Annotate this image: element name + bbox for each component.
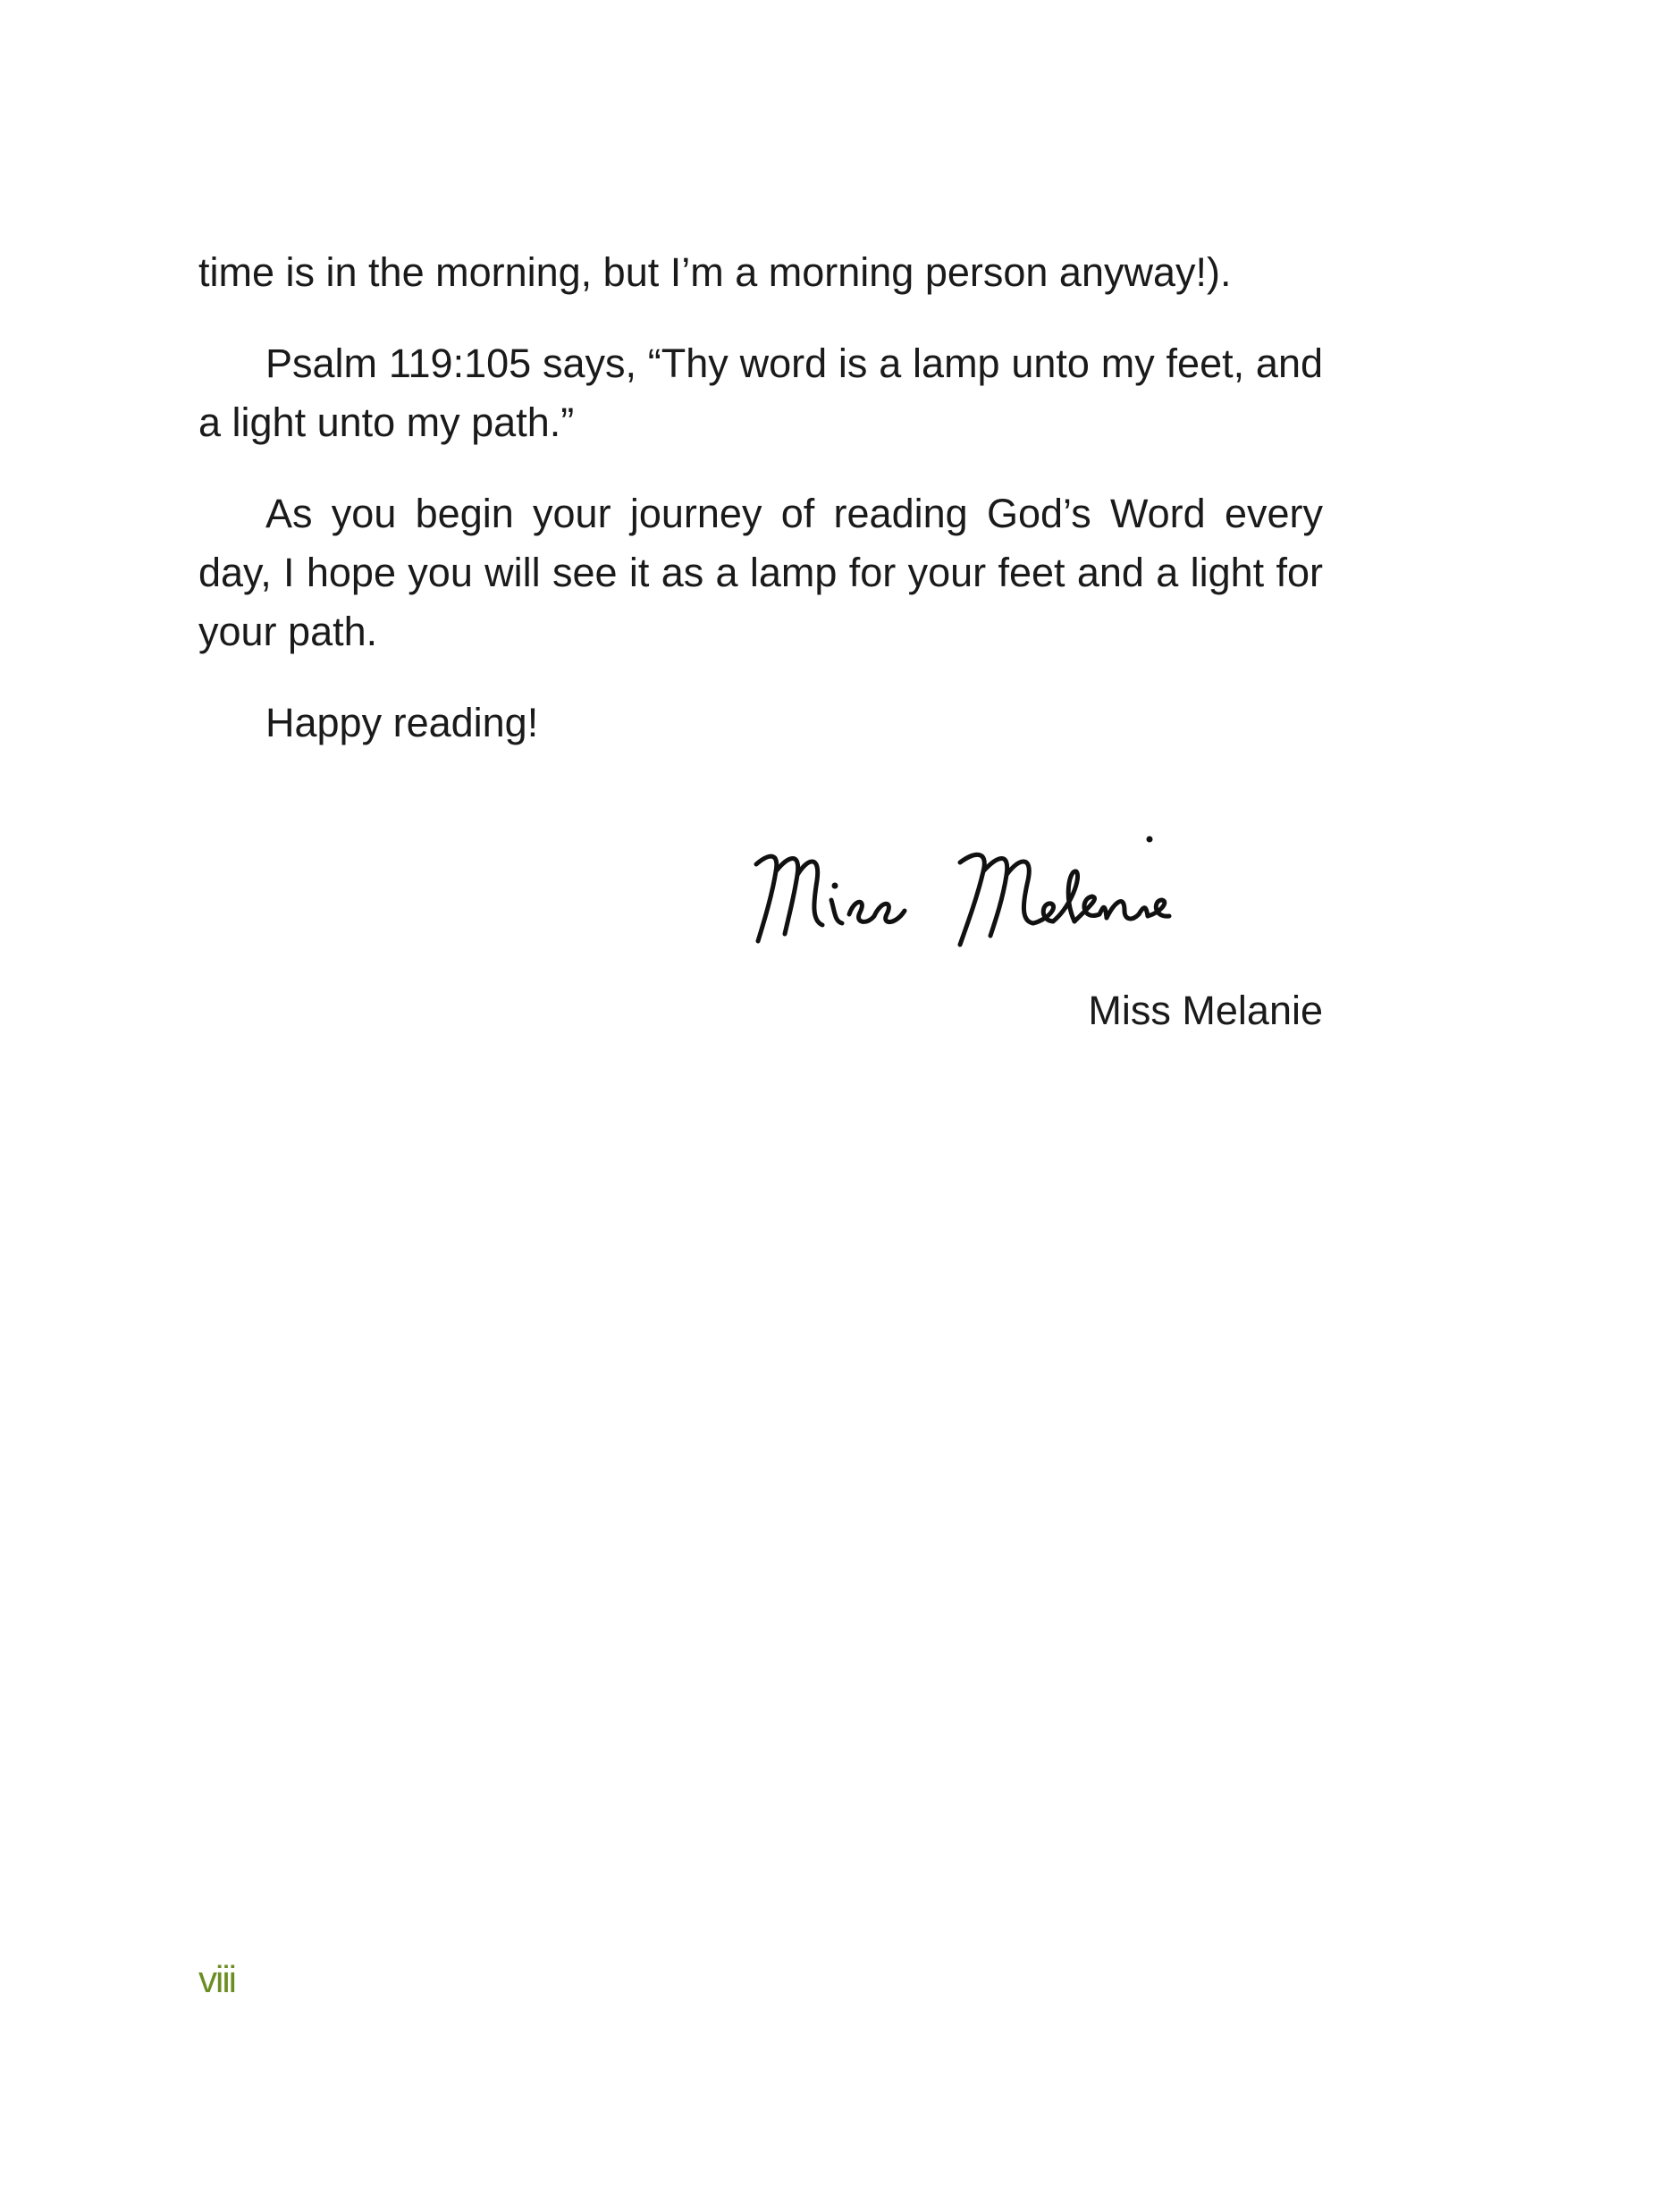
paragraph-continuation: time is in the morning, but I’m a morning person anyway!). <box>198 249 1232 295</box>
page-number: viii <box>198 1958 235 2000</box>
paragraph-psalm-quote: Psalm 119:105 says, “Thy word is a lamp unto my feet, and a light unto my path.” <box>198 341 1323 445</box>
paragraph-journey: As you begin your journey of reading God’s Word every day, I hope you will see it as a lamp for your feet and a light for your path. <box>198 491 1323 654</box>
letter-body <box>198 243 1323 785</box>
handwritten-signature <box>749 836 1330 952</box>
paragraph-closing: Happy reading! <box>265 700 539 745</box>
signer-name: Miss Melanie <box>1088 988 1323 1033</box>
